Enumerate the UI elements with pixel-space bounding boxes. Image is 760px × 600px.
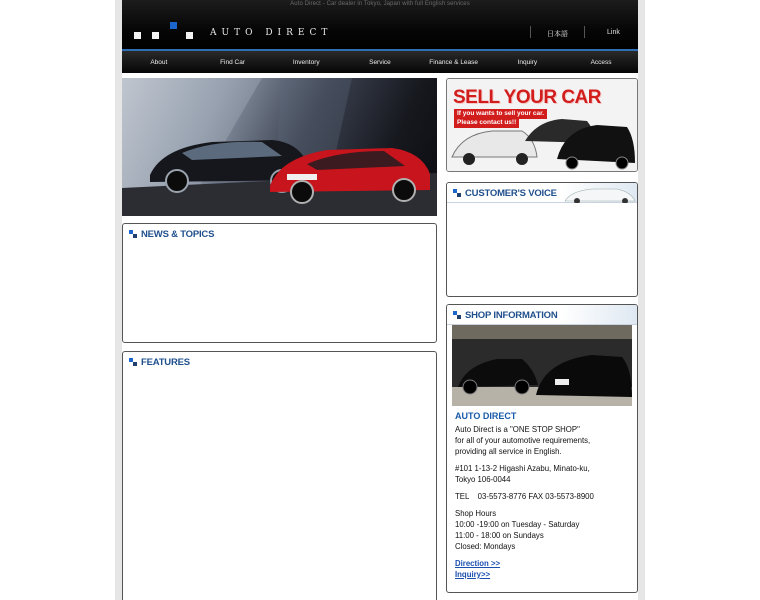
sell-your-car-banner[interactable] [446,78,638,172]
features-title: FEATURES [129,357,190,368]
site-header [122,0,638,50]
header-divider [530,26,531,38]
site-tagline: Auto Direct - Car dealer in Tokyo, Japan with full English services [290,1,470,7]
shop-hours-line: 10:00 -19:00 on Tuesday - Saturday [455,520,580,529]
shop-details [455,411,635,580]
logo-square-blue-icon [170,22,177,29]
page [122,0,638,600]
news-topics-title: NEWS & TOPICS [129,229,214,240]
features-box [122,351,437,600]
shop-address-line: Tokyo 106-0044 [455,475,511,484]
shop-information-title: SHOP INFORMATION [453,310,558,321]
shop-desc-line: providing all service in English. [455,447,562,456]
nav-service[interactable]: Service [369,58,391,66]
nav-inquiry[interactable]: Inquiry [517,58,538,66]
shop-hours-line: 11:00 - 18:00 on Sundays [455,531,544,540]
hero-banner [122,78,437,216]
link-link[interactable]: Link [607,29,620,36]
customers-voice-box [446,182,638,297]
language-link[interactable]: 日本語 [547,31,568,38]
header-divider [584,26,585,38]
shop-phone: TEL 03-5573-8776 FAX 03-5573-8900 [455,492,594,501]
nav-about[interactable]: About [150,58,168,66]
logo-square-icon [134,32,141,39]
shop-address-line: #101 1-13-2 Higashi Azabu, Minato-ku, [455,464,590,473]
news-topics-box [122,223,437,343]
hero-cars-image [122,78,437,216]
sell-car-sub2: Please contact us!! [454,118,519,128]
shop-hours-title: Shop Hours [455,509,497,518]
nav-find-car[interactable]: Find Car [220,58,246,66]
sell-car-sub1: If you wants to sell your car. [454,109,547,119]
site-logo[interactable] [134,22,374,40]
shop-desc-line: Auto Direct is a "ONE STOP SHOP" [455,425,580,434]
nav-inventory[interactable]: Inventory [292,58,320,66]
logo-square-icon [186,32,193,39]
direction-link[interactable]: Direction >> [455,559,501,568]
nav-access[interactable]: Access [590,58,612,66]
shop-photo [452,325,632,406]
inquiry-link[interactable]: Inquiry>> [455,570,491,579]
sell-car-title: SELL YOUR CAR [453,87,601,108]
shop-desc-line: for all of your automotive requirements, [455,436,591,445]
shop-hours-line: Closed: Mondays [455,542,516,551]
logo-square-icon [152,32,159,39]
main-nav [122,51,638,73]
shop-information-box [446,304,638,593]
customers-voice-title: CUSTOMER'S VOICE [453,188,557,199]
logo-text: AUTO DIRECT [210,28,333,38]
shop-name: AUTO DIRECT [455,411,517,421]
nav-finance-lease[interactable]: Finance & Lease [429,58,479,66]
